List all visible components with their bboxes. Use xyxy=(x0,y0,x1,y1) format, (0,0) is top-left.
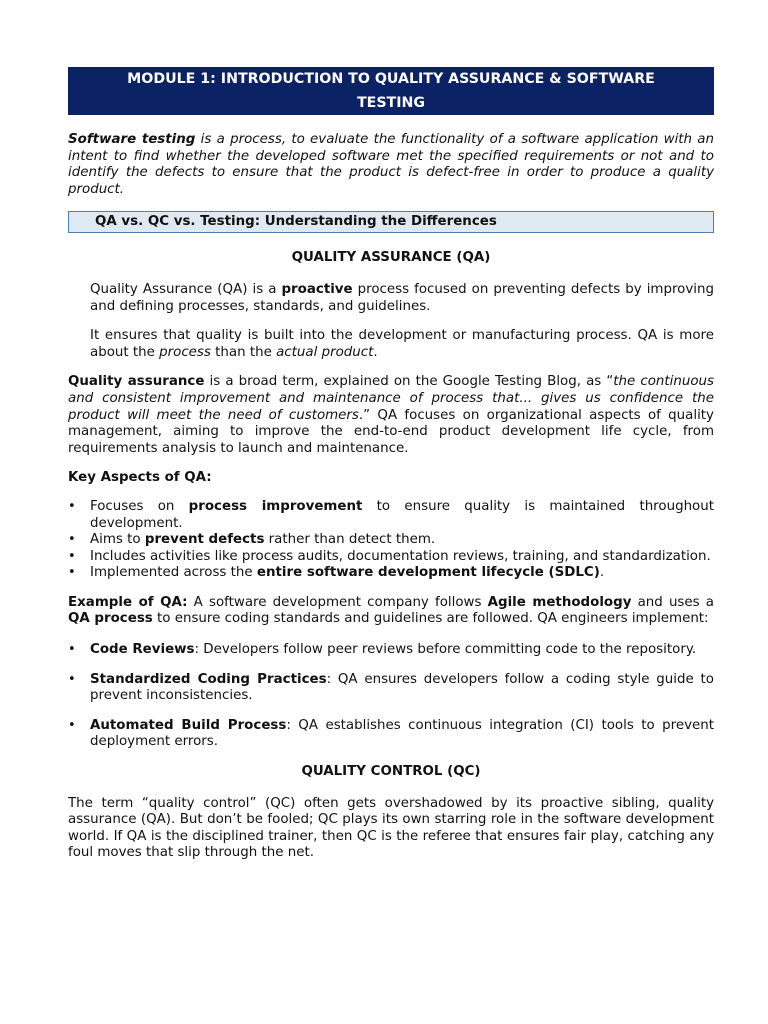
item-text: : Developers follow peer reviews before committing code to the repository. xyxy=(194,642,697,658)
qa-definition-quote: the continuous and consistent improvement and maintenance of process that... gives us confidence the product will meet the need of customers xyxy=(68,374,715,423)
item-bold: Standardized Coding Practices xyxy=(90,671,327,687)
qa-point-text: Quality Assurance (QA) is a xyxy=(90,281,282,297)
bullet-icon: • xyxy=(68,642,76,658)
qa-example-list xyxy=(68,642,714,751)
qa-point-bold: proactive xyxy=(281,281,353,297)
example-bold: QA process xyxy=(68,611,153,627)
qa-points-list xyxy=(68,282,714,361)
example-bold: Agile methodology xyxy=(487,594,632,610)
item-bold: entire software development lifecycle (SDLC) xyxy=(256,565,600,581)
intro-text: is a process, to evaluate the functionality of a software application with an intent to find whether the developed software met the specified requirements or not and to identify the defects to ensure that the product is defect-free in order to produce a quality product. xyxy=(68,132,714,197)
qa-point-text: process focused on preventing defects by improving and defining processes, standards, and guidelines. xyxy=(90,281,714,314)
square-bullet-icon xyxy=(68,282,90,315)
key-aspects-heading: Key Aspects of QA: xyxy=(68,470,212,486)
qa-heading: QUALITY ASSURANCE (QA) xyxy=(291,250,491,266)
qa-point-text: . xyxy=(373,344,378,360)
qa-definition-text: is a broad term, explained on the Google Testing Blog, as “ xyxy=(204,374,614,390)
bullet-icon: • xyxy=(68,532,76,548)
qa-definition-paragraph xyxy=(68,374,714,457)
square-bullet-icon xyxy=(68,328,90,361)
document-page xyxy=(68,67,714,862)
list-item xyxy=(68,565,714,582)
qa-example-paragraph xyxy=(68,595,714,628)
module-title-line-1: MODULE 1: INTRODUCTION TO QUALITY ASSURANCE & SOFTWARE xyxy=(127,71,655,87)
module-title-banner xyxy=(68,67,714,115)
bullet-icon: • xyxy=(68,671,76,687)
item-bold: Code Reviews xyxy=(90,642,195,658)
module-title-line-2: TESTING xyxy=(356,95,426,111)
qa-definition-text: .” QA focuses on organizational aspects of quality management, aiming to improve the end-to-end product development life cycle, from requirements analysis to launch and maintenance. xyxy=(68,407,714,456)
list-item xyxy=(68,549,714,566)
item-text: to ensure quality is maintained throughout development. xyxy=(90,498,714,531)
item-text: rather than detect them. xyxy=(264,532,436,548)
item-text: : QA ensures developers follow a coding style guide to prevent inconsistencies. xyxy=(90,671,714,704)
list-item xyxy=(68,672,714,705)
item-text: Focuses on xyxy=(90,498,189,514)
example-label: Example of QA: xyxy=(68,594,188,610)
item-bold: prevent defects xyxy=(144,532,265,548)
bullet-icon: • xyxy=(68,548,76,564)
list-item xyxy=(68,499,714,532)
list-item xyxy=(68,328,714,361)
list-item xyxy=(68,718,714,751)
example-text: A software development company follows xyxy=(187,594,488,610)
bullet-icon: • xyxy=(68,717,76,733)
qa-point-italic: process xyxy=(159,344,211,360)
qa-point-text: than the xyxy=(210,344,277,360)
qa-definition-bold: Quality assurance xyxy=(68,374,205,390)
qc-heading: QUALITY CONTROL (QC) xyxy=(301,764,481,780)
qa-point-italic: actual product xyxy=(276,344,374,360)
list-item xyxy=(68,532,714,549)
qc-paragraph: The term “quality control” (QC) often gets overshadowed by its proactive sibling, quality assurance (QA). But don’t be fooled; QC plays its own starring role in the software development world. If QA is the disciplined trainer, then QC is the referee that ensures fair play, catching any foul moves that slip through the net. xyxy=(68,795,714,861)
qa-point-text: It ensures that quality is built into the development or manufacturing process. QA is more about the xyxy=(90,328,714,360)
bullet-icon: • xyxy=(68,565,76,581)
intro-bold-term: Software testing xyxy=(68,132,196,147)
item-text: Implemented across the xyxy=(90,565,257,581)
item-bold: Automated Build Process xyxy=(90,717,287,733)
bullet-icon: • xyxy=(68,498,76,514)
section-heading-label: QA vs. QC vs. Testing: Understanding the Differences xyxy=(95,214,497,230)
item-bold: process improvement xyxy=(188,498,363,514)
example-text: to ensure coding standards and guidelines are followed. QA engineers implement: xyxy=(152,611,709,627)
item-text: : QA establishes continuous integration (CI) tools to prevent deployment errors. xyxy=(90,717,714,750)
item-text: Includes activities like process audits, documentation reviews, training, and standardization. xyxy=(90,548,711,564)
item-text: . xyxy=(599,565,605,581)
example-text: and uses a xyxy=(631,594,714,610)
list-item xyxy=(68,642,714,659)
list-item xyxy=(68,282,714,315)
key-aspects-list xyxy=(68,499,714,582)
intro-paragraph xyxy=(68,132,714,198)
section-heading-box xyxy=(68,211,714,233)
item-text: Aims to xyxy=(90,532,145,548)
